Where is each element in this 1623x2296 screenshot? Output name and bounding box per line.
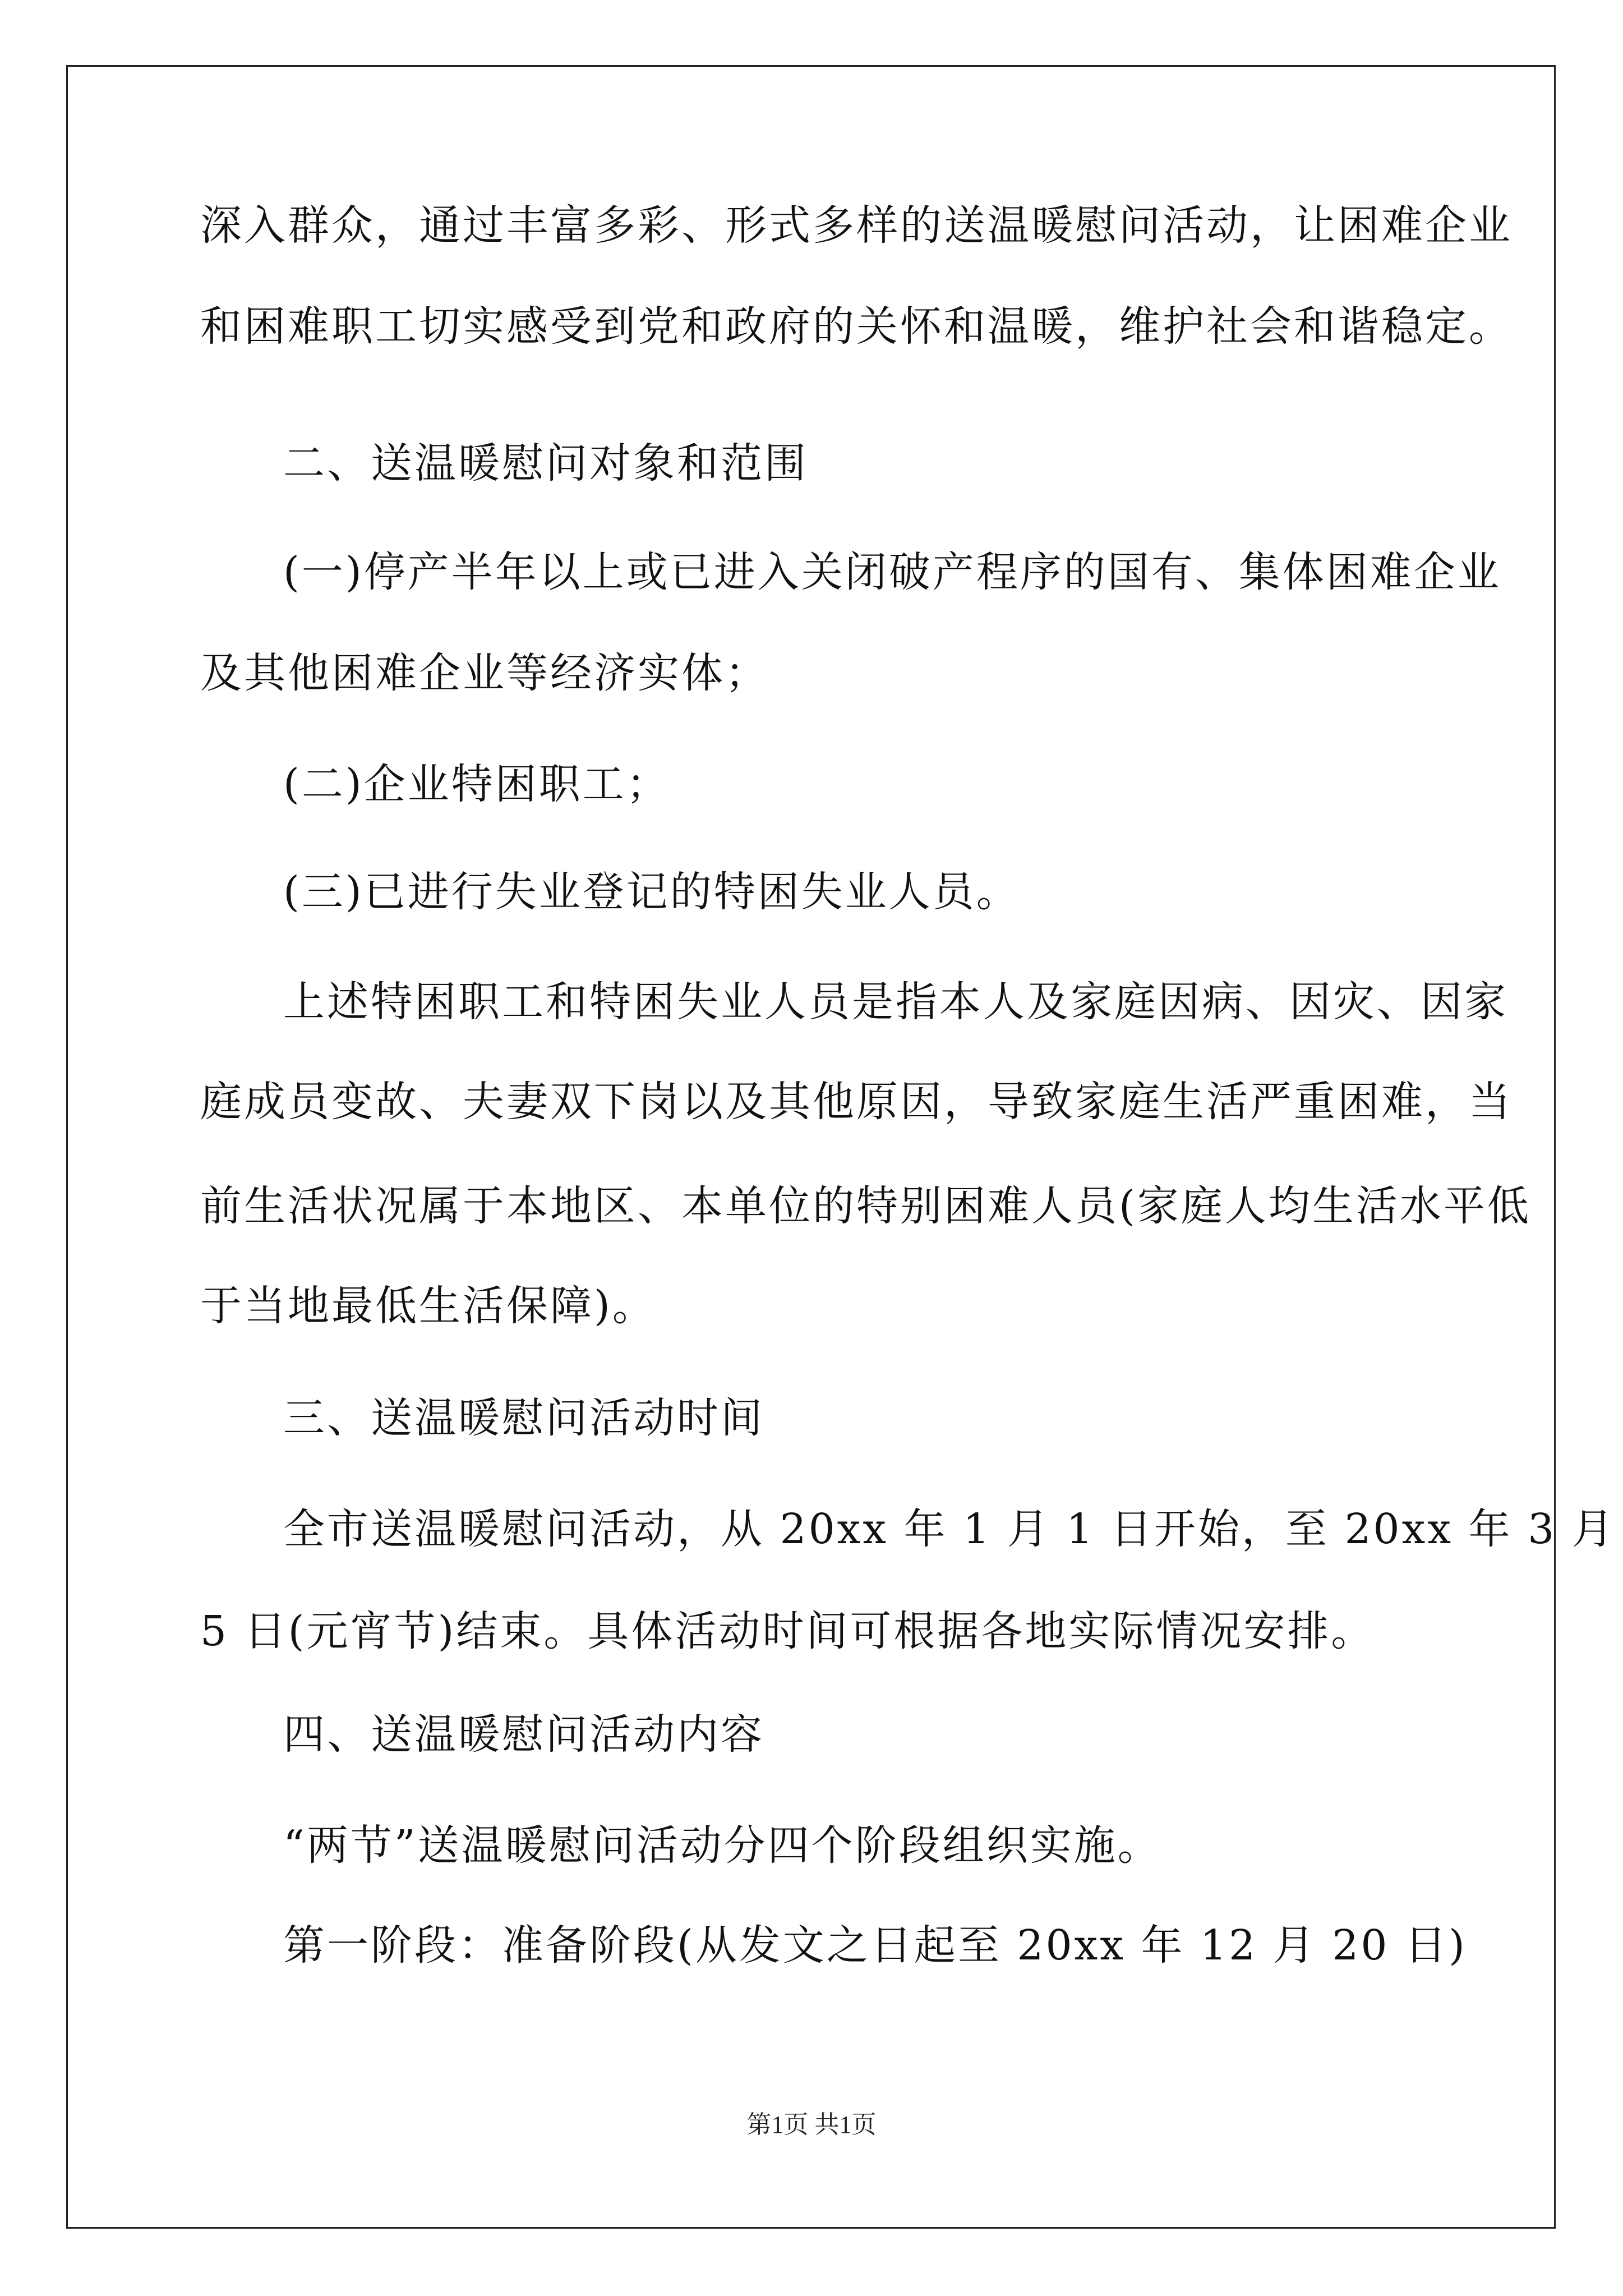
text-line: 上述特困职工和特困失业人员是指本人及家庭因病、因灾、因家 <box>283 978 1508 1026</box>
section-heading: 二、送温暖慰问对象和范围 <box>283 439 808 487</box>
text-line: 前生活状况属于本地区、本单位的特别困难人员(家庭人均生活水平低 <box>200 1182 1531 1230</box>
section-heading: 四、送温暖慰问活动内容 <box>283 1710 764 1759</box>
section-heading: 三、送温暖慰问活动时间 <box>283 1394 764 1442</box>
text-line: 深入群众，通过丰富多彩、形式多样的送温暖慰问活动，让困难企业 <box>200 201 1513 250</box>
page-border <box>66 65 1556 2229</box>
text-line: (一)停产半年以上或已进入关闭破产程序的国有、集体困难企业 <box>283 548 1501 596</box>
text-line: “两节”送温暖慰问活动分四个阶段组织实施。 <box>283 1821 1161 1870</box>
text-line: 5 日(元宵节)结束。具体活动时间可根据各地实际情况安排。 <box>200 1607 1375 1655</box>
text-line: 及其他困难企业等经济实体； <box>200 649 769 697</box>
text-line: 于当地最低生活保障)。 <box>200 1282 656 1330</box>
text-line: 和困难职工切实感受到党和政府的关怀和温暖，维护社会和谐稳定。 <box>200 302 1513 351</box>
text-line: 庭成员变故、夫妻双下岗以及其他原因，导致家庭生活严重困难，当 <box>200 1078 1513 1126</box>
page-number-footer: 第1页 共1页 <box>746 2111 877 2138</box>
text-line: (三)已进行失业登记的特困失业人员。 <box>283 868 1020 916</box>
text-line: 第一阶段：准备阶段(从发文之日起至 20xx 年 12 月 20 日) <box>283 1921 1467 1970</box>
text-line: 全市送温暖慰问活动，从 20xx 年 1 月 1 日开始，至 20xx 年 3 月 <box>283 1505 1616 1553</box>
text-line: (二)企业特困职工； <box>283 760 670 808</box>
